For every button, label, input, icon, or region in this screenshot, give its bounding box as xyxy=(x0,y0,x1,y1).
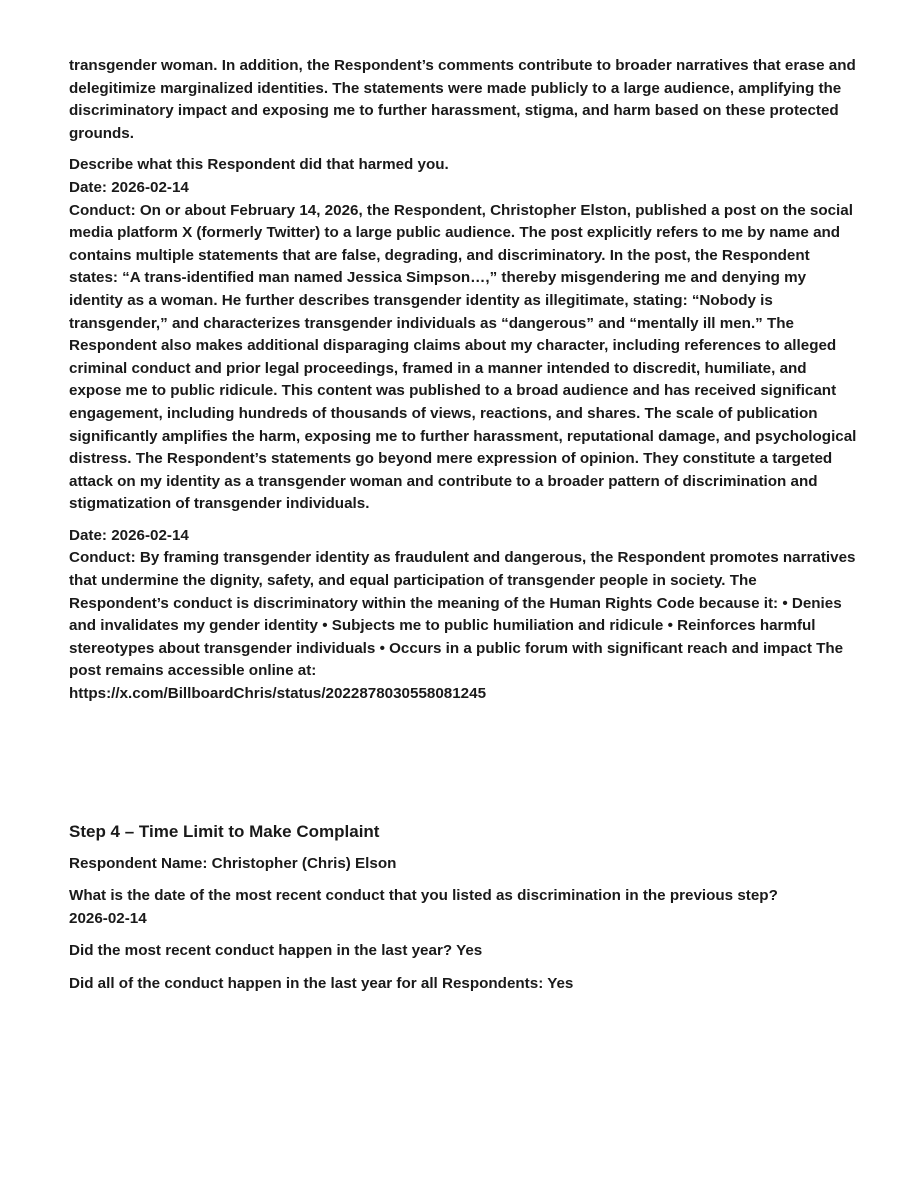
intro-paragraph: transgender woman. In addition, the Respondent’s comments contribute to broader narratives that erase and delegitimize marginalized identities. The statements were made publicly to a large audience, amplifying the discriminatory impact and exposing me to further harassment, stigma, and harm based on these protected grounds. xyxy=(69,57,856,142)
step4-heading: Step 4 – Time Limit to Make Complaint xyxy=(69,821,380,841)
incident-block-2 xyxy=(69,525,859,706)
document-page xyxy=(69,55,859,1006)
recent-date-block xyxy=(69,885,859,930)
harm-question: Describe what this Respondent did that harmed you. xyxy=(69,156,449,174)
incident-2-conduct: Conduct: By framing transgender identity as fraudulent and dangerous, the Respondent promotes narratives that undermine the dignity, safety, and equal participation of transgender people in society. The Respondent’s conduct is discriminatory within the meaning of the Human Rights Code because it: • Denies and invalidates my gender identity • Subjects me to public humiliation and ridicule • Reinforces harmful stereotypes about transgender individuals • Occurs in a public forum with significant reach and impact The post remains accessible online at: xyxy=(69,549,856,680)
incident-2-date: Date: 2026-02-14 xyxy=(69,526,189,544)
respondent-name: Respondent Name: Christopher (Chris) Elson xyxy=(69,854,397,872)
incident-block-1 xyxy=(69,154,859,516)
recent-date-question: What is the date of the most recent conduct that you listed as discrimination in the previous step? xyxy=(69,887,778,905)
recent-date-answer: 2026-02-14 xyxy=(69,909,147,927)
incident-1-date: Date: 2026-02-14 xyxy=(69,178,189,196)
post-url: https://x.com/BillboardChris/status/2022878030558081245 xyxy=(69,685,487,703)
incident-1-conduct: Conduct: On or about February 14, 2026, the Respondent, Christopher Elston, published a post on the social media platform X (formerly Twitter) to a large public audience. The post explicitly refers to me by name and contains multiple statements that are false, degrading, and discriminatory. In the post, the Respondent states: “A trans-identified man named Jessica Simpson…,” thereby misgendering me and denying my identity as a woman. He further describes transgender identity as illegitimate, stating: “Nobody is transgender,” and characterizes transgender individuals as “dangerous” and “mentally ill men.” The Respondent also makes additional disparaging claims about my character, including references to alleged criminal conduct and prior legal proceedings, framed in a manner intended to discredit, humiliate, and expose me to public ridicule. This content was published to a broad audience and has received significant engagement, including hundreds of thousands of views, reactions, and shares. The scale of publication significantly amplifies the harm, exposing me to further harassment, reputational damage, and psychological distress. The Respondent’s statements go beyond mere expression of opinion. They constitute a targeted attack on my identity as a transgender woman and contribute to a broader pattern of discrimination and stigmatization of transgender individuals. xyxy=(69,201,857,513)
section-spacer xyxy=(69,706,859,820)
all-conduct-question: Did all of the conduct happen in the last year for all Respondents: Yes xyxy=(69,975,574,992)
last-year-question: Did the most recent conduct happen in the last year? Yes xyxy=(69,942,483,960)
